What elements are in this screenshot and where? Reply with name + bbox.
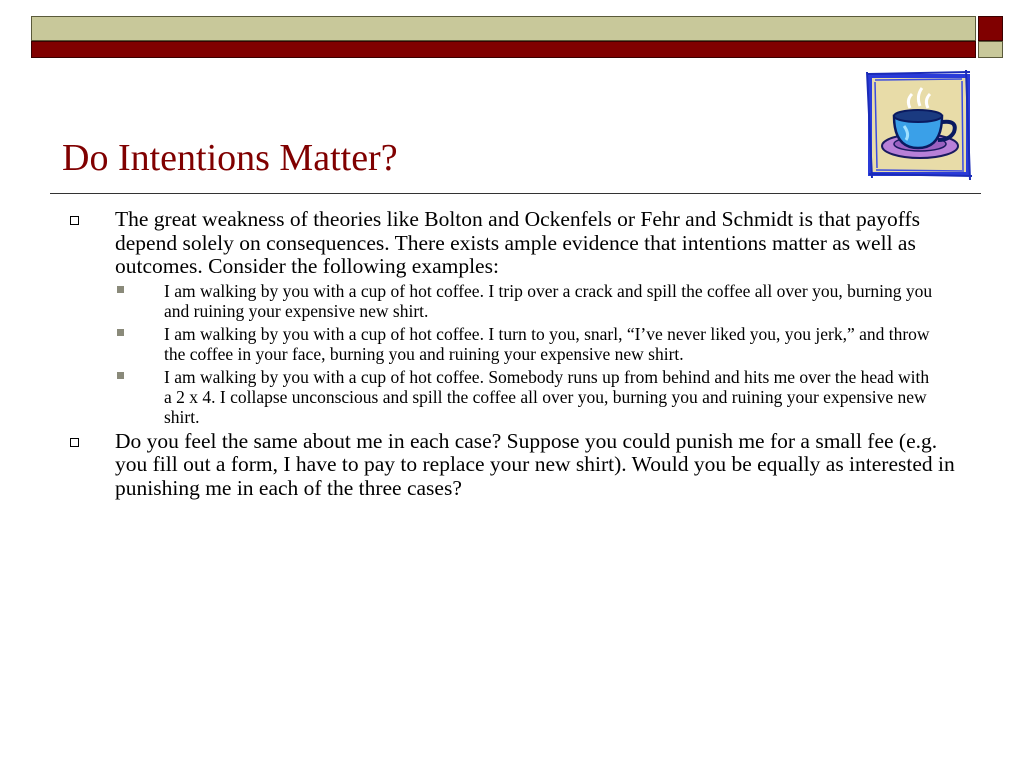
corner-square-olive: [978, 41, 1003, 58]
filled-square-bullet-icon: [117, 286, 124, 293]
bullet-text: Do you feel the same about me in each case? Suppose you could punish me for a small fee (e.g. you fill out a form, I have to pay to replace your new shirt). Would you be equally as interested in punishing me in each of the three cases?: [115, 428, 955, 500]
sub-bullet-item: [70, 367, 970, 427]
hollow-square-bullet-icon: [70, 216, 79, 225]
bullet-item: [70, 208, 970, 279]
sub-bullet-item: [70, 324, 970, 364]
bullet-text: The great weakness of theories like Bolton and Ockenfels or Fehr and Schmidt is that payoffs depend solely on consequences. There exists ample evidence that intentions matter as well as outcomes. Consider the following examples:: [115, 207, 921, 278]
filled-square-bullet-icon: [117, 372, 124, 379]
header-band-olive: [31, 16, 976, 41]
bullet-item: [70, 430, 970, 501]
sub-bullet-text: I am walking by you with a cup of hot coffee. Somebody runs up from behind and hits me over the head with a 2 x 4. I collapse unconscious and spill the coffee all over you, burning you and ruining your expensive new shirt.: [164, 366, 930, 427]
sub-bullet-text: I am walking by you with a cup of hot coffee. I trip over a crack and spill the coffee all over you, burning you and ruining your expensive new shirt.: [164, 280, 933, 321]
hollow-square-bullet-icon: [70, 438, 79, 447]
sub-bullet-text: I am walking by you with a cup of hot coffee. I turn to you, snarl, “I’ve never liked you, you jerk,” and throw the coffee in your face, burning you and ruining your expensive new shirt.: [164, 323, 930, 364]
title-divider: [50, 193, 981, 194]
slide-title: Do Intentions Matter?: [62, 137, 398, 179]
coffee-cup-clipart: [866, 70, 974, 182]
corner-square-maroon: [978, 16, 1003, 41]
coffee-cup-icon: [866, 70, 974, 182]
sub-bullet-item: [70, 281, 970, 321]
filled-square-bullet-icon: [117, 329, 124, 336]
slide-content: [70, 208, 970, 502]
header-band-maroon: [31, 41, 976, 58]
